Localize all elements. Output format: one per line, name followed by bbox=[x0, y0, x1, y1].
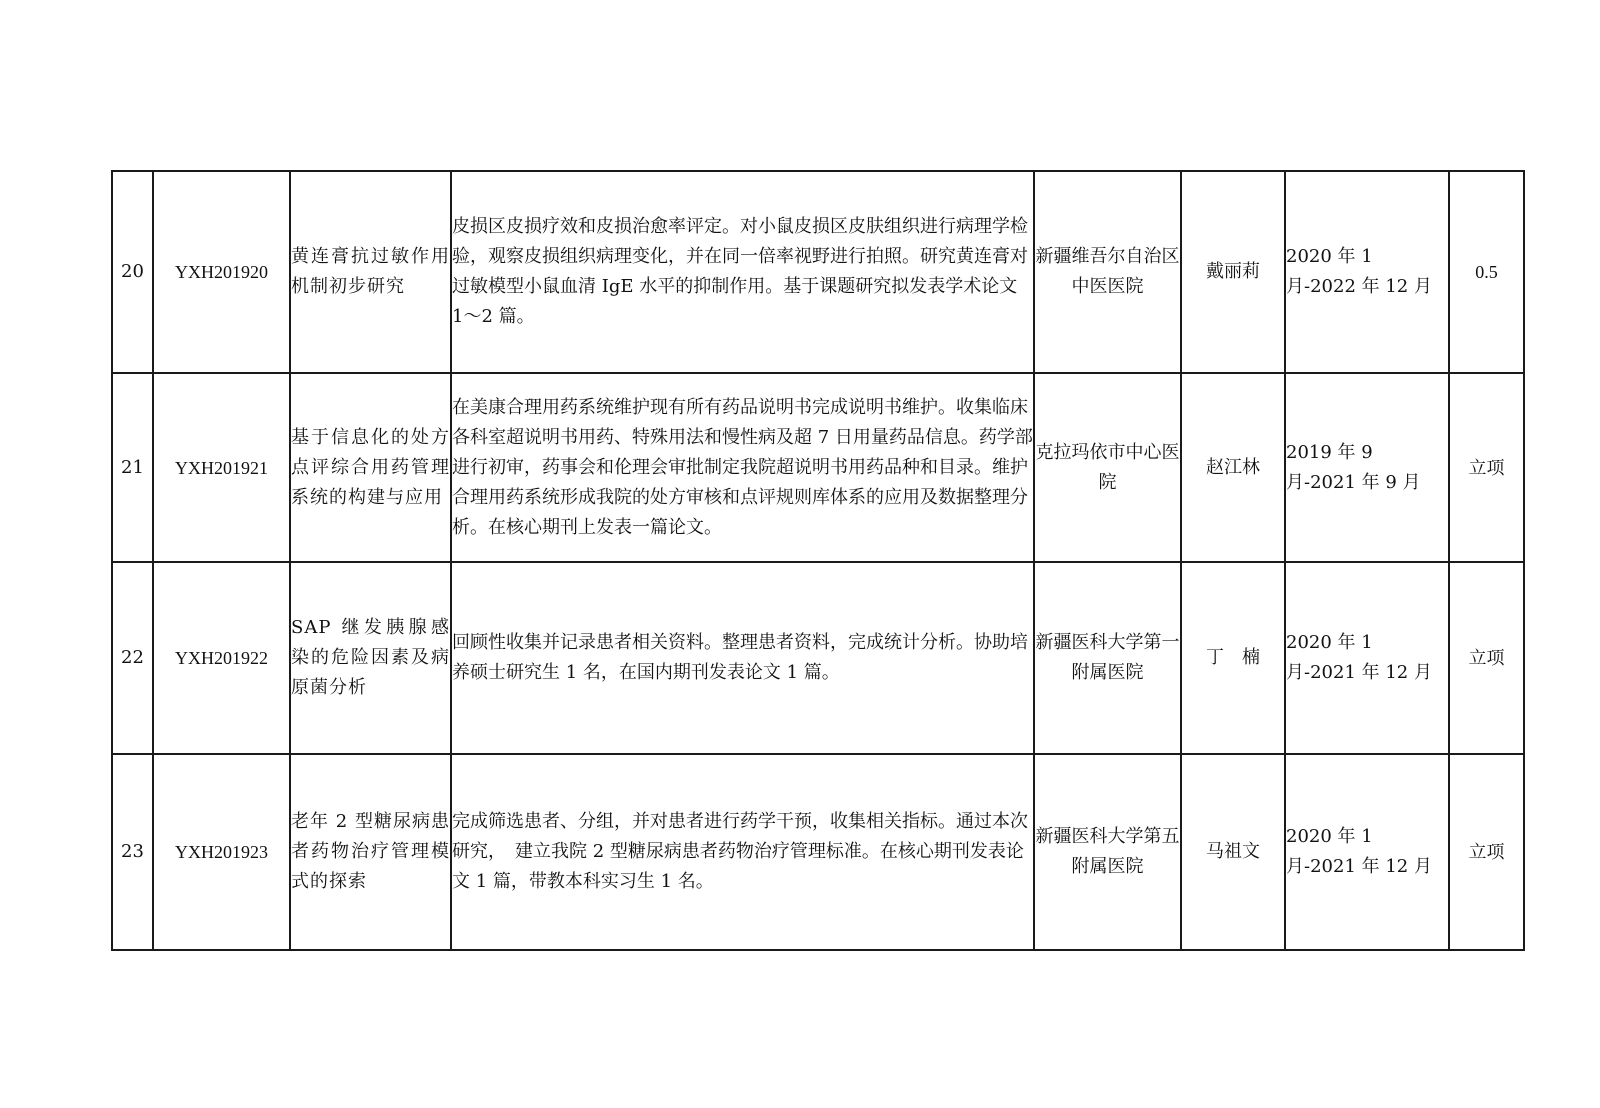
row-number: 23 bbox=[112, 754, 153, 950]
project-title bbox=[290, 171, 451, 373]
project-code: YXH201923 bbox=[153, 754, 290, 950]
project-leader: 马祖文 bbox=[1181, 754, 1285, 950]
table-row bbox=[112, 373, 1524, 562]
project-content: 回顾性收集并记录患者相关资料。整理患者资料，完成统计分析。协助培养硕士研究生 1 名，在国内期刊发表论文 1 篇。 bbox=[451, 562, 1034, 754]
project-title-text: 老年 2 型糖尿病患者药物治疗管理模式的探索 bbox=[291, 811, 450, 892]
project-unit: 新疆医科大学第一附属医院 bbox=[1034, 562, 1181, 754]
project-code: YXH201921 bbox=[153, 373, 290, 562]
project-period: 2020 年 1 月-2022 年 12 月 bbox=[1285, 171, 1449, 373]
project-table bbox=[111, 170, 1525, 951]
project-title-text: 黄连膏抗过敏作用机制初步研究 bbox=[291, 246, 450, 297]
project-title bbox=[290, 562, 451, 754]
row-number: 21 bbox=[112, 373, 153, 562]
project-period: 2019 年 9 月-2021 年 9 月 bbox=[1285, 373, 1449, 562]
project-code: YXH201922 bbox=[153, 562, 290, 754]
project-funding: 立项 bbox=[1449, 373, 1524, 562]
table-row bbox=[112, 562, 1524, 754]
table-row bbox=[112, 754, 1524, 950]
project-content: 皮损区皮损疗效和皮损治愈率评定。对小鼠皮损区皮肤组织进行病理学检验，观察皮损组织病理变化，并在同一倍率视野进行拍照。研究黄连膏对过敏模型小鼠血清 IgE 水平的抑制作用。基于课题研究拟发表学术论文 1～2 篇。 bbox=[451, 171, 1034, 373]
project-funding: 立项 bbox=[1449, 562, 1524, 754]
project-title bbox=[290, 754, 451, 950]
project-content: 在美康合理用药系统维护现有所有药品说明书完成说明书维护。收集临床各科室超说明书用药、特殊用法和慢性病及超 7 日用量药品信息。药学部进行初审，药事会和伦理会审批制定我院超说明书用药品种和目录。维护合理用药系统形成我院的处方审核和点评规则库体系的应用及数据整理分析。在核心期刊上发表一篇论文。 bbox=[451, 373, 1034, 562]
project-unit: 新疆医科大学第五附属医院 bbox=[1034, 754, 1181, 950]
project-leader: 赵江林 bbox=[1181, 373, 1285, 562]
project-title-text: 基于信息化的处方点评综合用药管理系统的构建与应用 bbox=[291, 426, 450, 508]
project-leader: 丁 楠 bbox=[1181, 562, 1285, 754]
project-period: 2020 年 1 月-2021 年 12 月 bbox=[1285, 754, 1449, 950]
row-number: 22 bbox=[112, 562, 153, 754]
project-content: 完成筛选患者、分组，并对患者进行药学干预，收集相关指标。通过本次研究， 建立我院 2 型糖尿病患者药物治疗管理标准。在核心期刊发表论文 1 篇，带教本科实习生 1 名。 bbox=[451, 754, 1034, 950]
project-funding: 0.5 bbox=[1449, 171, 1524, 373]
project-code: YXH201920 bbox=[153, 171, 290, 373]
project-title bbox=[290, 373, 451, 562]
row-number: 20 bbox=[112, 171, 153, 373]
project-unit: 新疆维吾尔自治区中医医院 bbox=[1034, 171, 1181, 373]
table-row bbox=[112, 171, 1524, 373]
project-unit: 克拉玛依市中心医院 bbox=[1034, 373, 1181, 562]
project-title-text: SAP 继发胰腺感染的危险因素及病原菌分析 bbox=[291, 617, 450, 698]
project-leader: 戴丽莉 bbox=[1181, 171, 1285, 373]
project-period: 2020 年 1 月-2021 年 12 月 bbox=[1285, 562, 1449, 754]
project-funding: 立项 bbox=[1449, 754, 1524, 950]
